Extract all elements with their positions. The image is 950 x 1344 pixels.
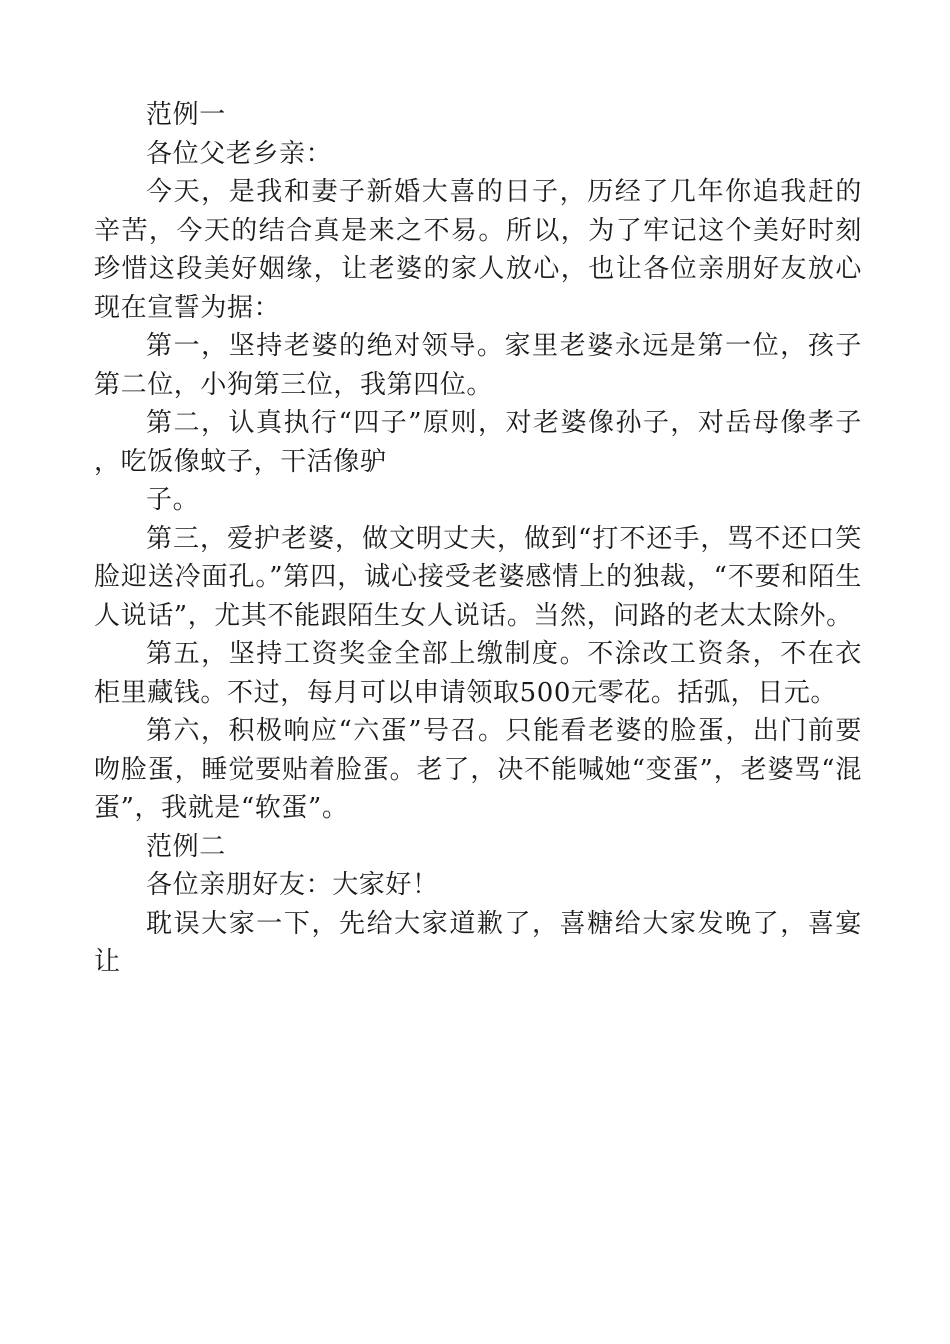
body-paragraph: 第二，认真执行“四子”原则，对老婆像孙子，对岳母像孝子，吃饭像蚊子，干活像驴 — [94, 408, 862, 477]
body-paragraph: 第五，坚持工资奖金全部上缴制度。不涂改工资条，不在衣柜里藏钱。不过，每月可以申请领取500元零花。括弧，日元。 — [94, 639, 862, 708]
section-heading-example-one: 范例一 — [146, 100, 226, 130]
body-paragraph: 今天，是我和妻子新婚大喜的日子，历经了几年你追我赶的辛苦，今天的结合真是来之不易。所以，为了牢记这个美好时刻珍惜这段美好姻缘，让老婆的家人放心，也让各位亲朋好友放心现在宣誓为据： — [94, 177, 862, 323]
body-paragraph: 第三，爱护老婆，做文明丈夫，做到“打不还手，骂不还口笑脸迎送冷面孔。”第四，诚心接受老婆感情上的独裁，“不要和陌生人说话”，尤其不能跟陌生女人说话。当然，问路的老太太除外。 — [94, 523, 862, 631]
body-paragraph: 子。 — [146, 485, 200, 515]
salutation-paragraph: 各位亲朋好友：大家好！ — [146, 870, 439, 900]
body-paragraph: 第一，坚持老婆的绝对领导。家里老婆永远是第一位，孩子第二位，小狗第三位，我第四位。 — [94, 331, 862, 400]
body-paragraph: 耽误大家一下，先给大家道歉了，喜糖给大家发晚了，喜宴让 — [94, 908, 862, 977]
body-paragraph: 第六，积极响应“六蛋”号召。只能看老婆的脸蛋，出门前要吻脸蛋，睡觉要贴着脸蛋。老了，决不能喊她“变蛋”，老婆骂“混蛋”，我就是“软蛋”。 — [94, 716, 862, 823]
section-heading-example-two: 范例二 — [146, 831, 226, 862]
document-body — [94, 96, 862, 982]
salutation-paragraph: 各位父老乡亲： — [146, 138, 333, 169]
